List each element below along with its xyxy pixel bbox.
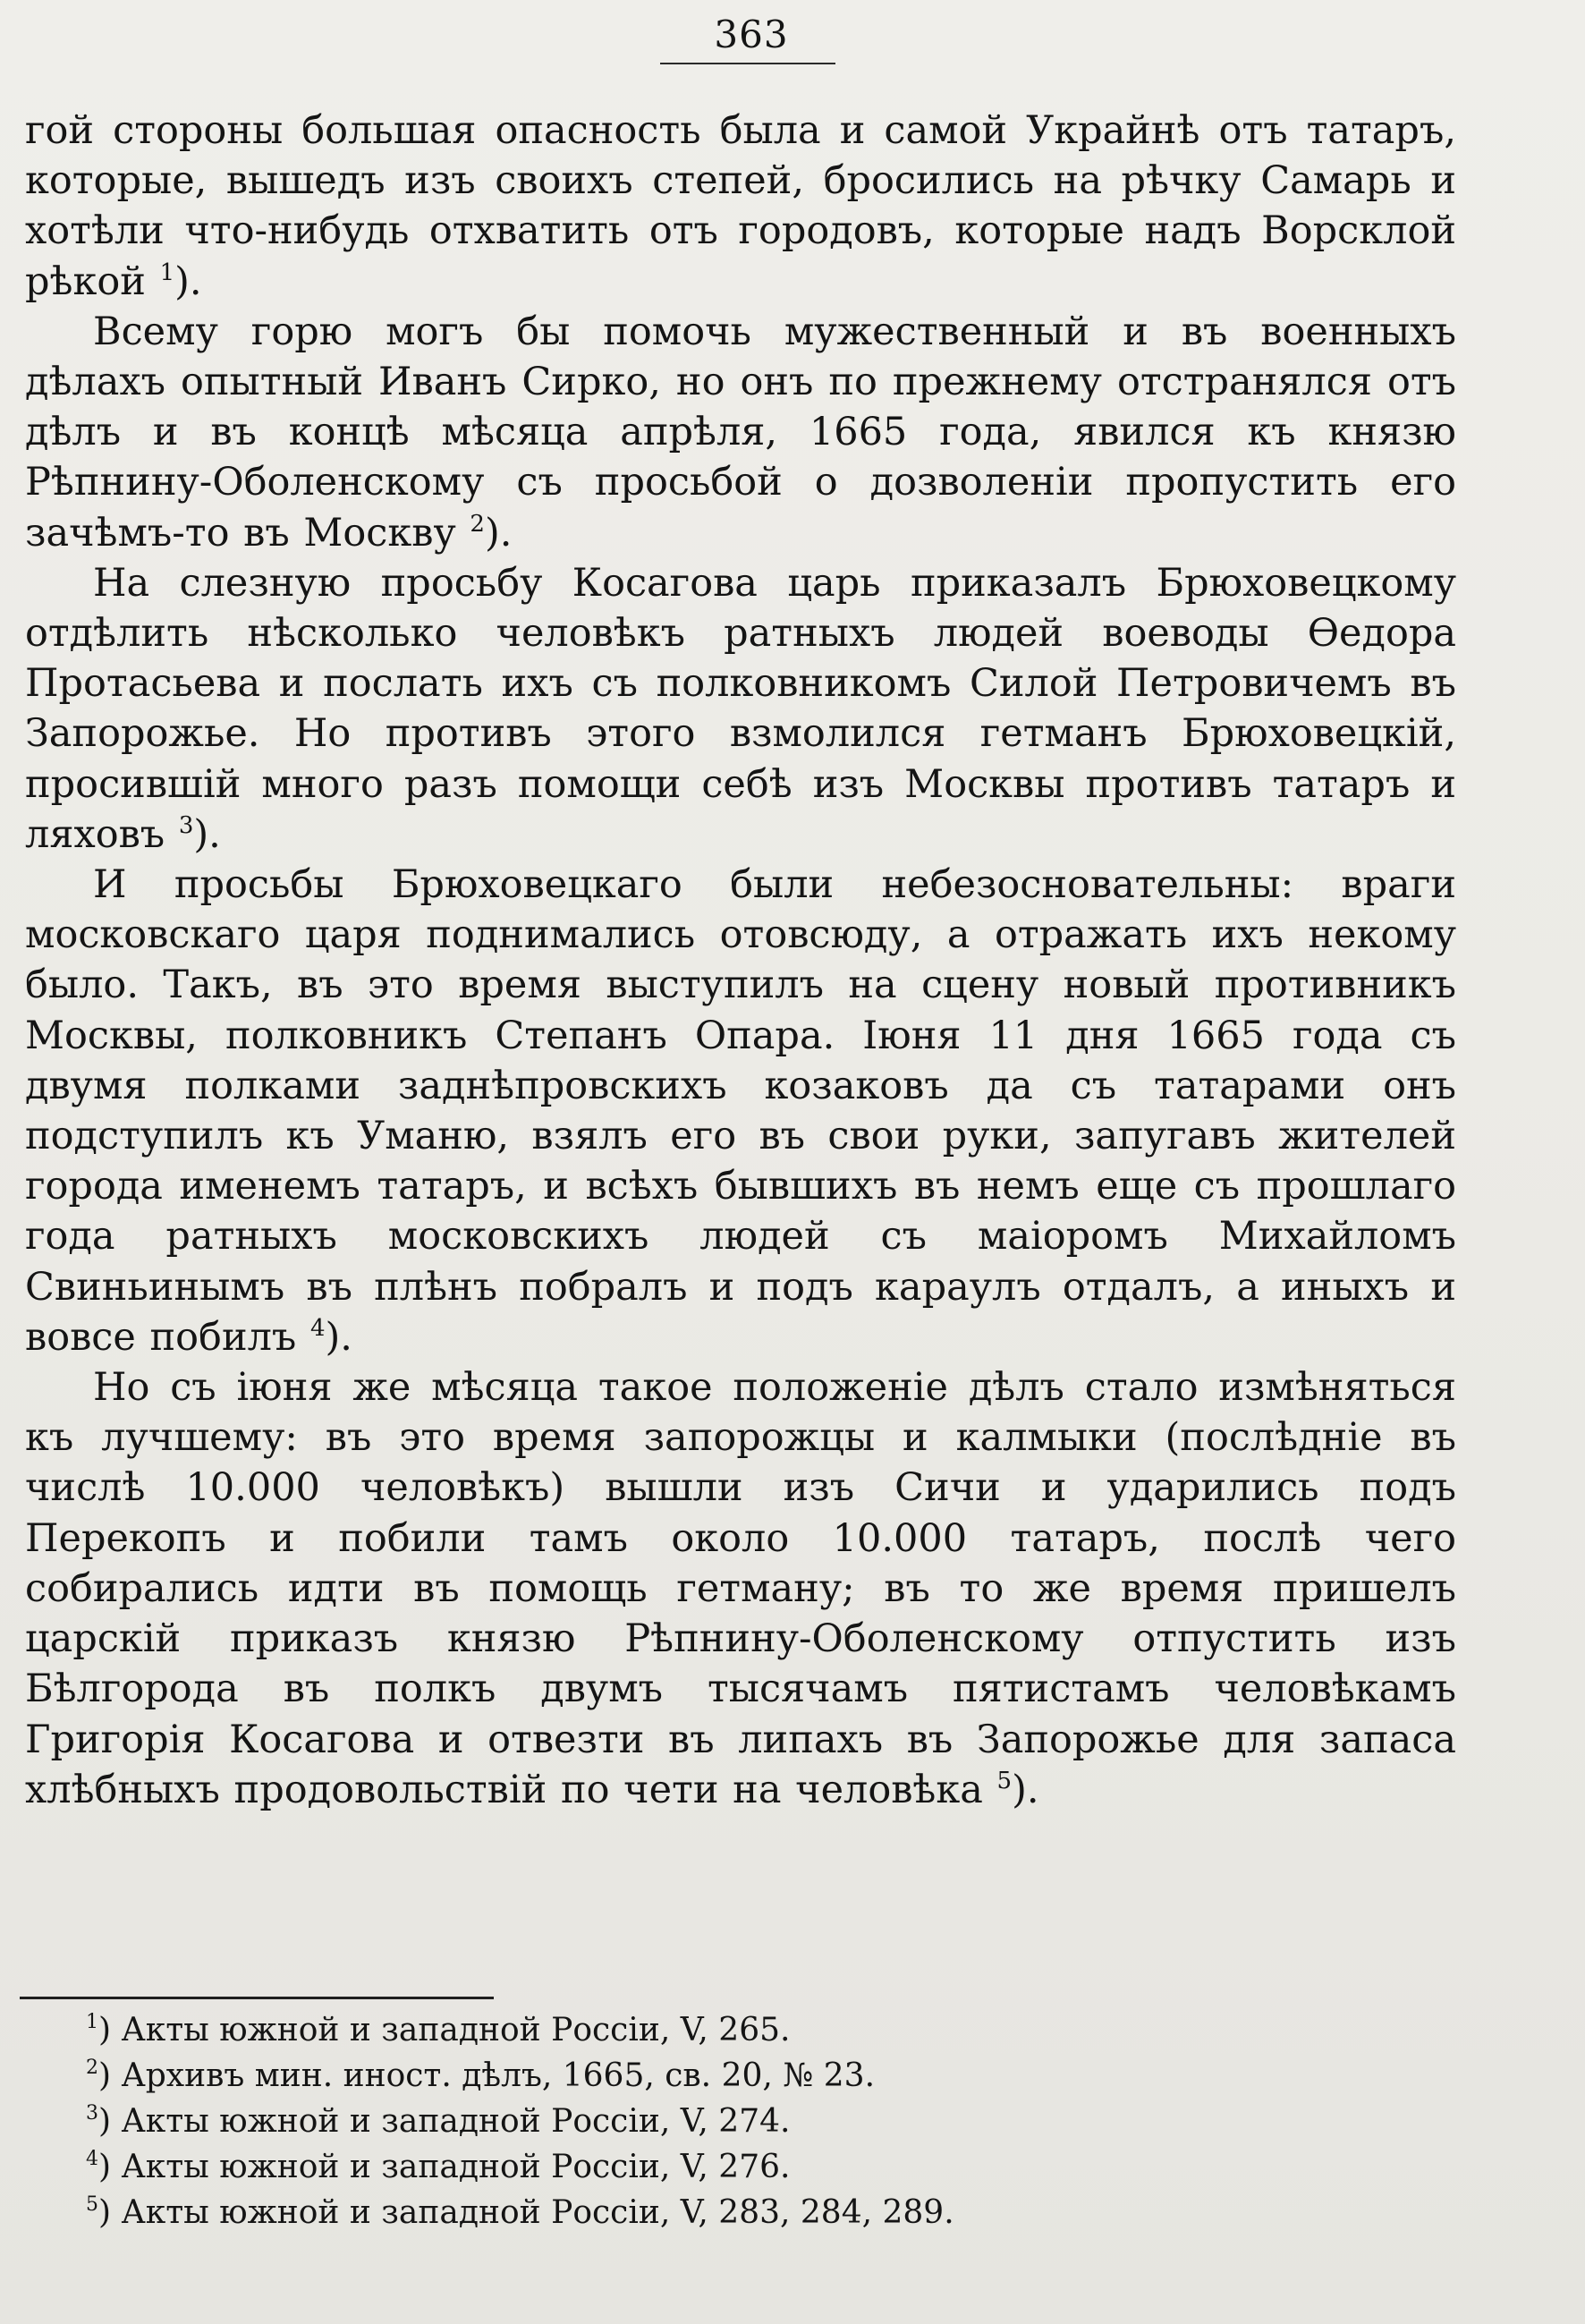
paragraph: На слезную просьбу Косагова царь приказалъ Брюховецкому отдѣлить нѣсколько человѣкъ ратныхъ людей воеводы Ѳедора Протасьева и послать ихъ съ полковникомъ Силой Петровичемъ въ Запорожье. Но противъ этого взмолился гетманъ Брюховецкiй, просившiй много разъ помощи себѣ изъ Москвы противъ татаръ и ляховъ $^3$). <box>25 560 1456 857</box>
footnotes <box>86 2007 1338 2235</box>
footnote-number: 5 <box>86 2193 98 2216</box>
paragraph: Всему горю могъ бы помочь мужественный и въ военныхъ дѣлахъ опытный Иванъ Сирко, но онъ по прежнему отстранялся отъ дѣлъ и въ концѣ мѣсяца апрѣля, 1665 года, явился къ князю Рѣпнину-Оболенскому съ просьбой о дозволенiи пропустить его зачѣмъ-то въ Москву $^2$). <box>25 309 1456 556</box>
paragraph: гой стороны большая опасность была и самой Украйнѣ отъ татаръ, которые, вышедъ изъ своихъ степей, бросились на рѣчку Самарь и хотѣли что-нибудь отхватить отъ городовъ, которые надъ Ворсклой рѣкой $^1$). <box>25 108 1456 304</box>
footnote-reference: 5 <box>996 1767 1013 1794</box>
footnote-number: 2 <box>86 2057 98 2079</box>
footnote-reference: 4 <box>309 1314 326 1342</box>
footnote: $^4$) Акты южной и западной Россiи, V, 276. <box>86 2148 791 2185</box>
footnote: $^3$) Акты южной и западной Россiи, V, 274. <box>86 2102 791 2140</box>
footnote: $^5$) Акты южной и западной Россiи, V, 283, 284, 289. <box>86 2193 954 2231</box>
footnote: $^2$) Архивъ мин. иност. дѣлъ, 1665, св. 20, № 23. <box>86 2057 876 2094</box>
paragraph: Но съ iюня же мѣсяца такое положенiе дѣлъ стало измѣняться къ лучшему: въ это время запорожцы и калмыки (послѣднiе въ числѣ 10.000 человѣкъ) вышли изъ Сичи и ударились подъ Перекопъ и побили тамъ около 10.000 татаръ, послѣ чего собирались идти въ помощь гетману; въ то же время пришелъ царскiй приказъ князю Рѣпнину-Оболенскому отпустить изъ Бѣлгорода въ полкъ двумъ тысячамъ пятистамъ человѣкамъ Григорiя Косагова и отвезти въ липахъ въ Запорожье для запаса хлѣбныхъ продовольствiй по чети на человѣка $^5$). <box>25 1365 1456 1812</box>
footnote-number: 3 <box>86 2102 98 2125</box>
main-text <box>25 106 1456 1815</box>
header-rule <box>660 63 835 64</box>
footnote-divider <box>20 1997 494 1999</box>
footnote-reference: 1 <box>159 259 175 286</box>
footnote-number: 1 <box>86 2011 98 2033</box>
footnote: $^1$) Акты южной и западной Россiи, V, 265. <box>86 2011 791 2048</box>
paragraph: И просьбы Брюховецкаго были небезосновательны: враги московскаго царя поднимались отовсюду, а отражать ихъ некому было. Такъ, въ это время выступилъ на сцену новый противникъ Москвы, полковникъ Степанъ Опара. Iюня 11 дня 1665 года съ двумя полками заднѣпровскихъ козаковъ да съ татарами онъ подступилъ къ Уманю, взялъ его въ свои руки, запугавъ жителей города именемъ татаръ, и всѣхъ бывшихъ въ немъ еще съ прошлаго года ратныхъ московскихъ людей съ маiоромъ Михайломъ Свиньинымъ въ плѣнъ побралъ и подъ караулъ отдалъ, а иныхъ и вовсе побилъ $^4$). <box>25 862 1456 1360</box>
footnote-reference: 3 <box>178 811 194 839</box>
footnote-reference: 2 <box>470 510 485 538</box>
page-number: 363 <box>714 13 789 56</box>
footnote-number: 4 <box>86 2148 98 2170</box>
